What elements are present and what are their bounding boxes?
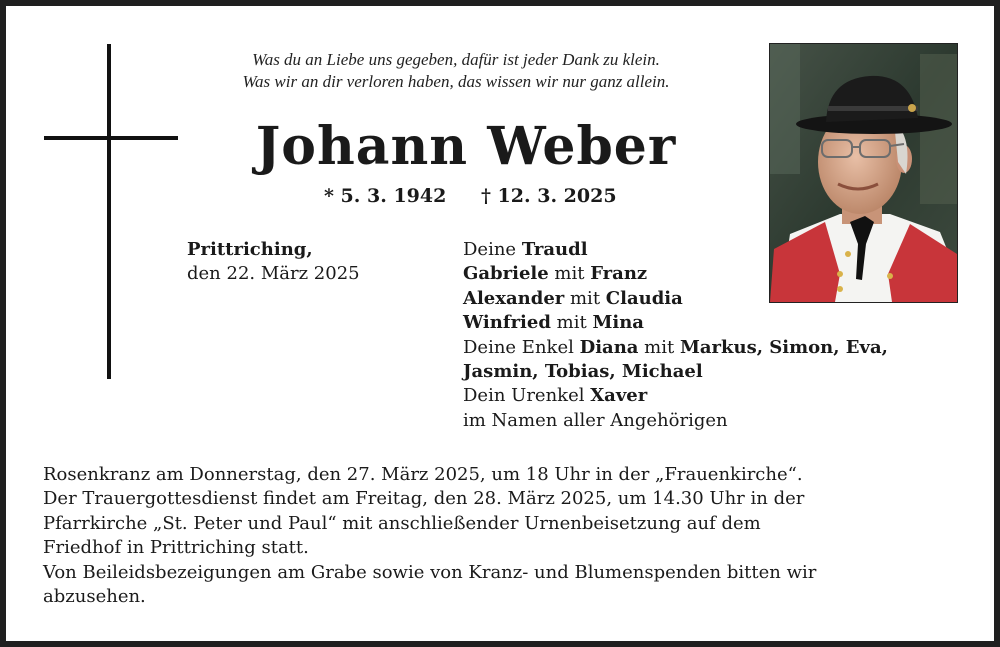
portrait-photo [769, 43, 958, 303]
info-line: abzusehen. [43, 586, 146, 608]
cross-icon-vertical [107, 44, 111, 379]
place-city: Prittriching, [187, 239, 313, 260]
family-line: im Namen aller Angehörigen [463, 409, 728, 431]
quote-line: Was du an Liebe uns gegeben, dafür ist jeder Dank zu klein. [252, 50, 660, 69]
cross-icon-horizontal [44, 136, 178, 140]
info-line: Rosenkranz am Donnerstag, den 27. März 2025, um 18 Uhr in der „Frauenkirche“. [43, 464, 803, 485]
deceased-name: Johann Weber [255, 116, 677, 177]
info-line: Pfarrkirche „St. Peter und Paul“ mit anschließender Urnenbeisetzung auf dem [43, 512, 761, 534]
service-information [43, 463, 943, 609]
family-line: Deine Enkel Diana mit Markus, Simon, Eva, [463, 336, 888, 358]
birth-date: * 5. 3. 1942 [324, 185, 447, 207]
family-line: Winfried mit Mina [463, 312, 644, 334]
memorial-quote [176, 49, 736, 93]
quote-line: Was wir an dir verloren haben, das wissen wir nur ganz allein. [242, 72, 670, 91]
family-line: Dein Urenkel Xaver [463, 385, 648, 407]
portrait-image [770, 44, 957, 302]
family-line: Jasmin, Tobias, Michael [463, 361, 703, 383]
family-line: Alexander mit Claudia [463, 287, 683, 309]
notice-date: den 22. März 2025 [187, 263, 360, 284]
info-line: Der Trauergottesdienst findet am Freitag, den 28. März 2025, um 14.30 Uhr in der [43, 488, 805, 510]
death-date: † 12. 3. 2025 [481, 185, 617, 207]
family-line: Deine Traudl [463, 239, 588, 260]
family-line: Gabriele mit Franz [463, 263, 648, 285]
place-and-date [187, 238, 360, 286]
info-line: Friedhof in Prittriching statt. [43, 537, 309, 559]
info-line: Von Beileidsbezeigungen am Grabe sowie von Kranz- und Blumenspenden bitten wir [43, 561, 817, 583]
